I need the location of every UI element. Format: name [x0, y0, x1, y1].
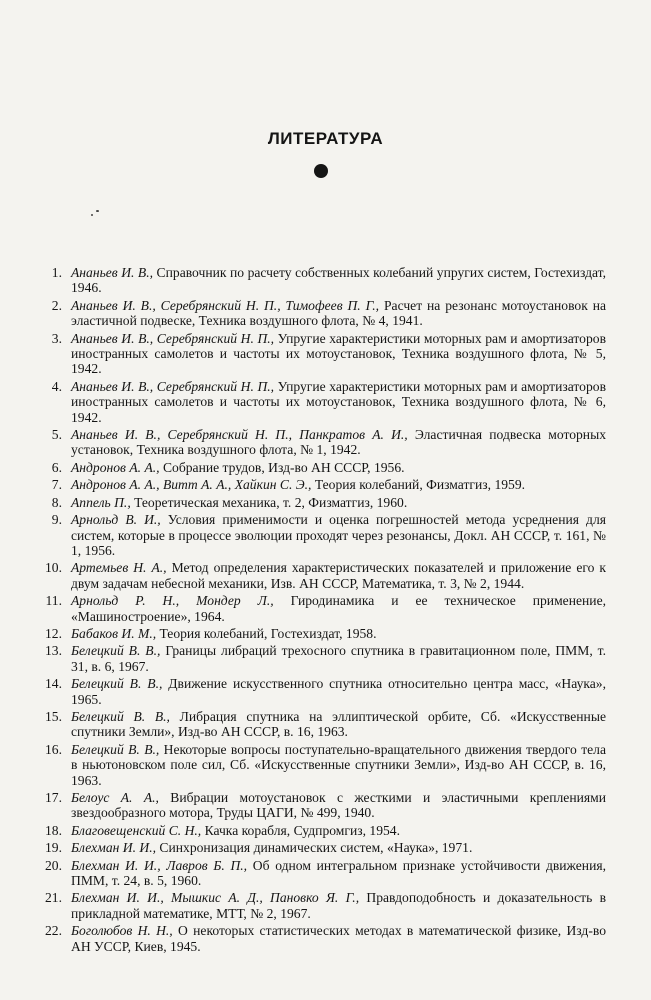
reference-item [36, 477, 606, 492]
reference-item [36, 298, 606, 329]
reference-authors: Блехман И. И., Лавров Б. П., [71, 857, 248, 873]
reference-text: Эластичная подвеска моторных установок, Техника воздушного флота, № 1, 1942. [71, 427, 606, 458]
reference-text: Правдоподобность и доказательность в прикладной математике, МТТ, № 2, 1967. [71, 890, 606, 921]
reference-authors: Андронов А. А., [71, 459, 160, 475]
reference-authors: Ананьев И. В., Серебрянский Н. П., [71, 378, 275, 394]
reference-text: О некоторых статистических методах в математической физике, Изд-во АН УССР, Киев, 1945. [71, 923, 606, 954]
reference-text: Качка корабля, Судпромгиз, 1954. [201, 822, 400, 838]
reference-number: 11. [45, 593, 62, 609]
reference-number: 19. [45, 840, 62, 856]
reference-number: 14. [45, 676, 62, 692]
reference-number: 12. [45, 625, 62, 641]
reference-text: Синхронизация динамических систем, «Наука», 1971. [156, 840, 473, 856]
reference-item [36, 427, 606, 458]
reference-text: Теория колебаний, Физматгиз, 1959. [311, 477, 526, 493]
reference-item [36, 331, 606, 377]
reference-text: Гиродинамика и ее техническое применение, «Машиностроение», 1964. [71, 593, 607, 624]
reference-item [36, 709, 606, 740]
reference-text: Либрация спутника на эллиптической орбите, Сб. «Искусственные спутники Земли», Изд-во АН СССР, в. 16, 1963. [71, 708, 606, 740]
reference-number: 16. [45, 741, 62, 757]
reference-item [36, 512, 606, 558]
reference-number: 18. [45, 822, 62, 838]
reference-authors: Боголюбов Н. Н., [71, 923, 173, 939]
reference-number: 3. [51, 330, 62, 346]
reference-number: 10. [45, 560, 62, 576]
reference-item [36, 495, 606, 510]
reference-number: 13. [45, 643, 62, 659]
reference-number: 20. [45, 857, 62, 873]
reference-authors: Белецкий В. В., [71, 708, 170, 724]
reference-authors: Благовещенский С. Н., [71, 822, 202, 838]
reference-item [36, 840, 606, 855]
reference-authors: Белоус А. А., [71, 790, 159, 805]
reference-authors: Белецкий В. В., [71, 643, 161, 659]
reference-number: 2. [51, 297, 62, 313]
reference-item [36, 265, 606, 296]
reference-text: Метод определения характеристических показателей и приложение его к двум задачам небесной механики, Изв. АН СССР, Математика, т. 3, № 2, 1944. [71, 560, 607, 591]
reference-item [36, 379, 606, 425]
reference-authors: Блехман И. И., Мышкис А. Д., Пановко Я. Г., [71, 890, 360, 906]
page-title: ЛИТЕРАТУРА [267, 129, 384, 148]
reference-authors: Арнольд В. И., [71, 512, 161, 528]
print-speck [96, 210, 99, 212]
reference-text: Вибрации мотоустановок с жесткими и эластичными креплениями звездообразного мотора, Труды ЦАГИ, № 499, 1940. [71, 790, 606, 821]
reference-item [36, 858, 606, 889]
reference-text: Границы либраций трехосного спутника в гравитационном поле, ПММ, т. 31, в. 6, 1967. [71, 643, 606, 674]
ornament-dot [314, 164, 328, 178]
reference-text: Собрание трудов, Изд-во АН СССР, 1956. [159, 459, 405, 475]
reference-authors: Бабаков И. М., [71, 625, 157, 641]
reference-number: 21. [45, 890, 62, 906]
reference-text: Об одном интегральном признаке устойчивости движения, ПММ, т. 24, в. 5, 1960. [71, 857, 606, 889]
reference-authors: Ананьев И. В., [71, 265, 154, 280]
reference-item [36, 890, 606, 921]
reference-text: Расчет на резонанс мотоустановок на эластичной подвеске, Техника воздушного флота, № 4, 1941. [71, 297, 607, 329]
reference-item [36, 460, 606, 475]
reference-item [36, 643, 606, 674]
reference-authors: Белецкий В. В., [71, 676, 163, 692]
reference-authors: Артемьев Н. А., [71, 560, 167, 576]
reference-number: 5. [51, 427, 62, 443]
reference-number: 15. [45, 708, 62, 724]
reference-authors: Белецкий В. В., [71, 741, 160, 757]
reference-item [36, 560, 606, 591]
reference-number: 6. [51, 459, 62, 475]
reference-authors: Ананьев И. В., Серебрянский Н. П., Тимофеев П. Г., [71, 297, 380, 313]
reference-number: 7. [51, 477, 62, 493]
reference-text: Движение искусственного спутника относительно центра масс, «Наука», 1965. [71, 676, 606, 707]
reference-text: Упругие характеристики моторных рам и амортизаторов иностранных самолетов и частоты их мотоустановок, Техника воздушного флота, № 5, 1942. [71, 330, 606, 377]
reference-authors: Арнольд Р. Н., Мондер Л., [71, 593, 274, 609]
reference-item [36, 742, 606, 788]
reference-authors: Ананьев И. В., Серебрянский Н. П., [71, 330, 275, 346]
reference-list [36, 265, 606, 956]
reference-item [36, 626, 606, 641]
reference-number: 9. [51, 512, 62, 528]
reference-text: Справочник по расчету собственных колебаний упругих систем, Гостехиздат, 1946. [71, 265, 606, 296]
reference-number: 22. [45, 923, 62, 939]
reference-text: Теоретическая механика, т. 2, Физматгиз, 1960. [130, 494, 408, 510]
reference-number: 17. [45, 790, 62, 805]
reference-item [36, 823, 606, 838]
reference-text: Некоторые вопросы поступательно-вращательного движения твердого тела в ньютоновском поле сил, Сб. «Искусственные спутники Земли», Изд-во АН СССР, в. 16, 1963. [71, 741, 606, 788]
reference-authors: Андронов А. А., Витт А. А., Хайкин С. Э., [71, 477, 312, 493]
reference-item [36, 593, 606, 624]
reference-number: 8. [51, 494, 62, 510]
reference-authors: Блехман И. И., [71, 840, 157, 856]
reference-authors: Аппель П., [71, 494, 131, 510]
reference-number: 4. [51, 378, 62, 394]
reference-text: Теория колебаний, Гостехиздат, 1958. [156, 625, 377, 641]
reference-item [36, 790, 606, 821]
reference-text: Условия применимости и оценка погрешностей метода усреднения для систем, которые в процессе эволюции проходят через резонансы, Докл. АН СССР, т. 161, № 1, 1956. [71, 512, 606, 558]
reference-text: Упругие характеристики моторных рам и амортизаторов иностранных самолетов и частоты их мотоустановок, Техника воздушного флота, № 6, 1942. [71, 378, 606, 425]
print-speck [91, 214, 93, 216]
reference-item [36, 923, 606, 954]
reference-authors: Ананьев И. В., Серебрянский Н. П., Панкратов А. И., [71, 427, 408, 443]
reference-number: 1. [51, 265, 62, 280]
reference-item [36, 676, 606, 707]
